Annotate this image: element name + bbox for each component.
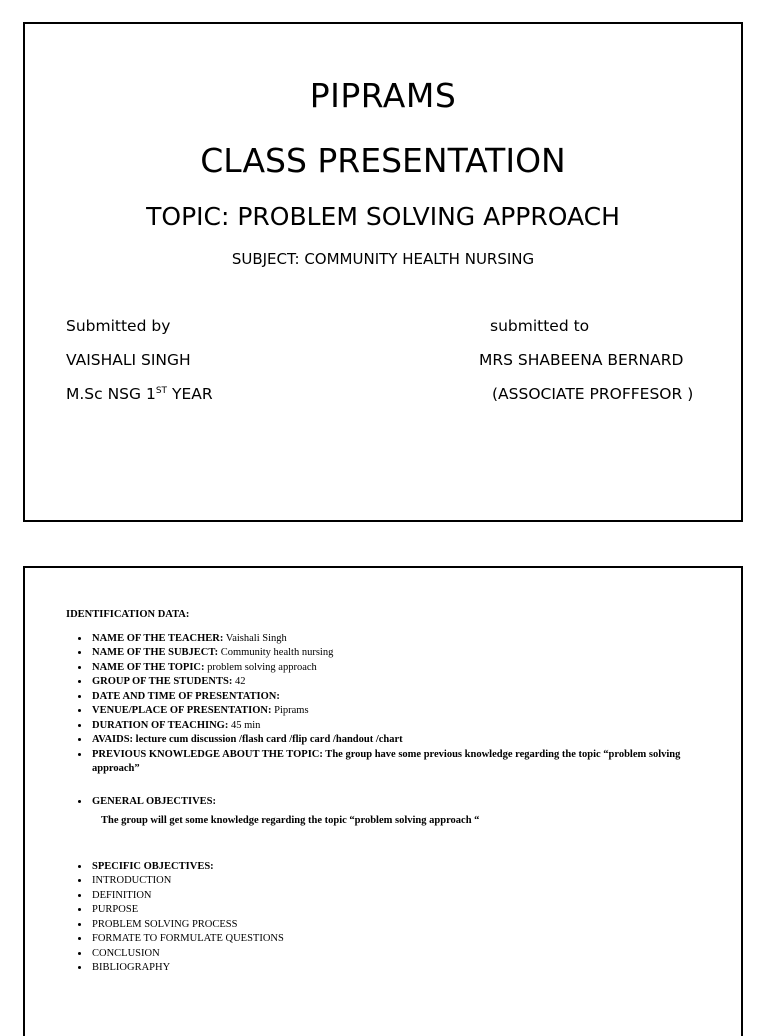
lesson-plan-page: [23, 566, 743, 1036]
cover-page: [23, 22, 743, 522]
topic-heading: TOPIC: PROBLEM SOLVING APPROACH: [146, 202, 620, 231]
list-item: • AVAIDS: lecture cum discussion /flash card /flip card /handout /chart: [90, 733, 716, 748]
list-item: • INTRODUCTION: [90, 874, 716, 889]
list-item: • DATE AND TIME OF PRESENTATION:: [90, 690, 716, 705]
teacher-name: MRS SHABEENA BERNARD: [479, 351, 684, 369]
identification-heading: IDENTIFICATION DATA:: [66, 609, 190, 620]
identification-list: [66, 632, 716, 777]
general-objectives-label: • GENERAL OBJECTIVES:: [90, 795, 716, 810]
general-objectives-list: [66, 795, 716, 810]
submitted-by-label: Submitted by: [66, 317, 171, 335]
list-item: • CONCLUSION: [90, 947, 716, 962]
list-item: • FORMATE TO FORMULATE QUESTIONS: [90, 932, 716, 947]
list-item: • NAME OF THE TEACHER: Vaishali Singh: [90, 632, 716, 647]
teacher-title: (ASSOCIATE PROFFESOR ): [492, 385, 694, 403]
list-item: • VENUE/PLACE OF PRESENTATION: Piprams: [90, 704, 716, 719]
presentation-title: CLASS PRESENTATION: [200, 141, 566, 180]
list-item: • BIBLIOGRAPHY: [90, 961, 716, 976]
student-name: VAISHALI SINGH: [66, 351, 191, 369]
subject-heading: SUBJECT: COMMUNITY HEALTH NURSING: [231, 250, 535, 268]
list-item: • PROBLEM SOLVING PROCESS: [90, 918, 716, 933]
specific-objectives-list: [66, 860, 716, 976]
lesson-plan-content: [66, 608, 716, 976]
list-item: • DURATION OF TEACHING: 45 min: [90, 719, 716, 734]
list-item: • PURPOSE: [90, 903, 716, 918]
list-item: • DEFINITION: [90, 889, 716, 904]
list-item: • PREVIOUS KNOWLEDGE ABOUT THE TOPIC: The group have some previous knowledge regarding the topic “problem solving approach”: [90, 748, 716, 777]
general-objectives-text: The group will get some knowledge regarding the topic “problem solving approach “: [101, 815, 480, 826]
specific-objectives-label: • SPECIFIC OBJECTIVES:: [90, 860, 716, 875]
student-course: M.Sc NSG 1ST YEAR: [66, 385, 213, 403]
list-item: • NAME OF THE SUBJECT: Community health nursing: [90, 646, 716, 661]
submitted-to-label: submitted to: [490, 317, 590, 335]
institute-title: PIPRAMS: [309, 76, 457, 115]
list-item: • GROUP OF THE STUDENTS: 42: [90, 675, 716, 690]
list-item: • NAME OF THE TOPIC: problem solving approach: [90, 661, 716, 676]
